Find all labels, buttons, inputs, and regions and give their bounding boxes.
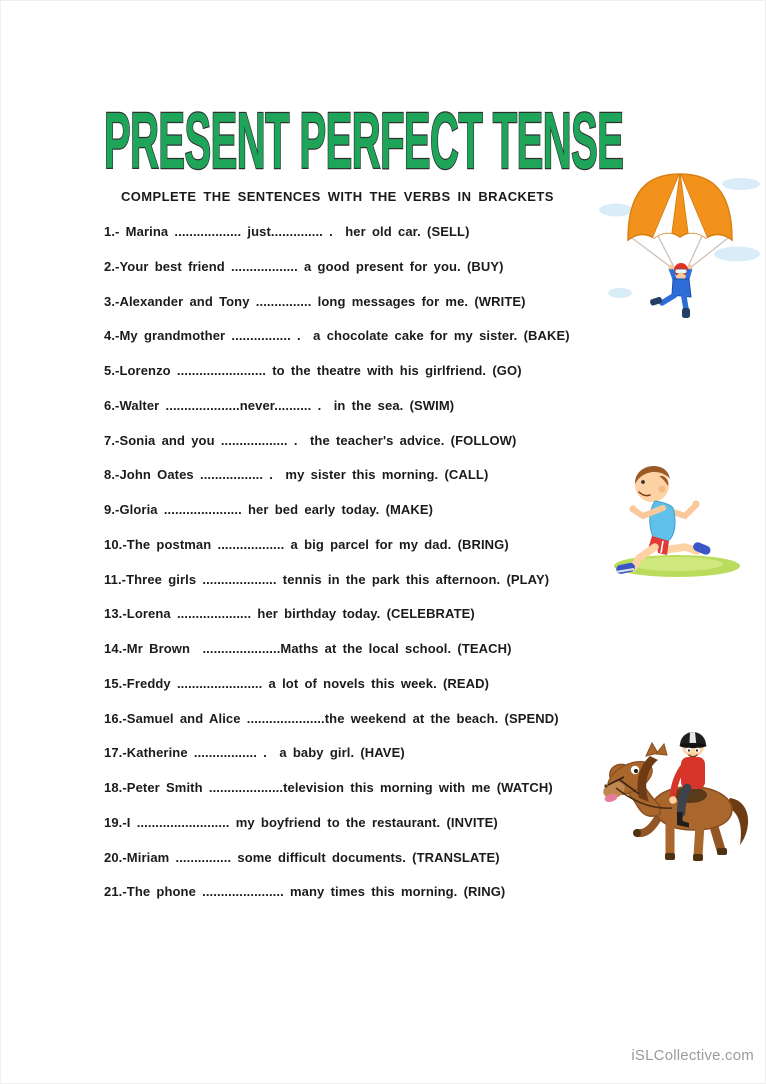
sentence-5: 5.-Lorenzo ........................ to the theatre with his girlfriend. (GO)	[104, 363, 522, 378]
sentence-15: 15.-Freddy ....................... a lot of novels this week. (READ)	[104, 675, 490, 691]
page-title-text: PRESENT PERFECT TENSE	[104, 96, 624, 186]
sentence-2: 2.-Your best friend .................. a good present for you. (BUY)	[104, 258, 504, 274]
instructions-text: COMPLETE THE SENTENCES WITH THE VERBS IN BRACKETS	[121, 189, 554, 204]
sentence-16: 16.-Samuel and Alice .....................the weekend at the beach. (SPEND)	[104, 710, 559, 726]
sentence-3: 3.-Alexander and Tony ............... long messages for me. (WRITE)	[104, 293, 526, 309]
sentence-19: 19.-I ......................... my boyfriend to the restaurant. (INVITE)	[104, 814, 498, 830]
sentence-13: 13.-Lorena .................... her birthday today. (CELEBRATE)	[104, 606, 475, 622]
sentence-10: 10.-The postman .................. a big parcel for my dad. (BRING)	[104, 536, 509, 552]
watermark: iSLCollective.com	[631, 1047, 754, 1064]
sentence-11: 11.-Three girls .................... tennis in the park this afternoon. (PLAY)	[104, 571, 550, 587]
sentence-8: 8.-John Oates ................. . my sister this morning. (CALL)	[104, 467, 489, 483]
page-title	[104, 96, 766, 186]
sentence-20: 20.-Miriam ............... some difficult documents. (TRANSLATE)	[104, 849, 500, 865]
sentence-4: 4.-My grandmother ................ . a chocolate cake for my sister. (BAKE)	[104, 328, 570, 344]
boy-riding-horse-icon	[594, 708, 762, 868]
sentence-9: 9.-Gloria ..................... her bed early today. (MAKE)	[104, 502, 434, 517]
sentence-1: 1.- Marina .................. just.............. . her old car. (SELL)	[104, 224, 470, 239]
sentence-list	[104, 215, 624, 910]
boy-running-icon	[604, 452, 756, 582]
boy-parachuting-icon	[598, 166, 762, 321]
sentence-6: 6.-Walter ....................never.......... . in the sea. (SWIM)	[104, 397, 455, 413]
sentence-21: 21.-The phone ...................... many times this morning. (RING)	[104, 884, 506, 900]
sentence-7: 7.-Sonia and you .................. . the teacher's advice. (FOLLOW)	[104, 432, 517, 448]
sentence-17: 17.-Katherine ................. . a baby girl. (HAVE)	[104, 745, 405, 761]
sentence-14: 14.-Mr Brown .....................Maths at the local school. (TEACH)	[104, 641, 512, 656]
sentence-18: 18.-Peter Smith ....................television this morning with me (WATCH)	[104, 780, 553, 795]
